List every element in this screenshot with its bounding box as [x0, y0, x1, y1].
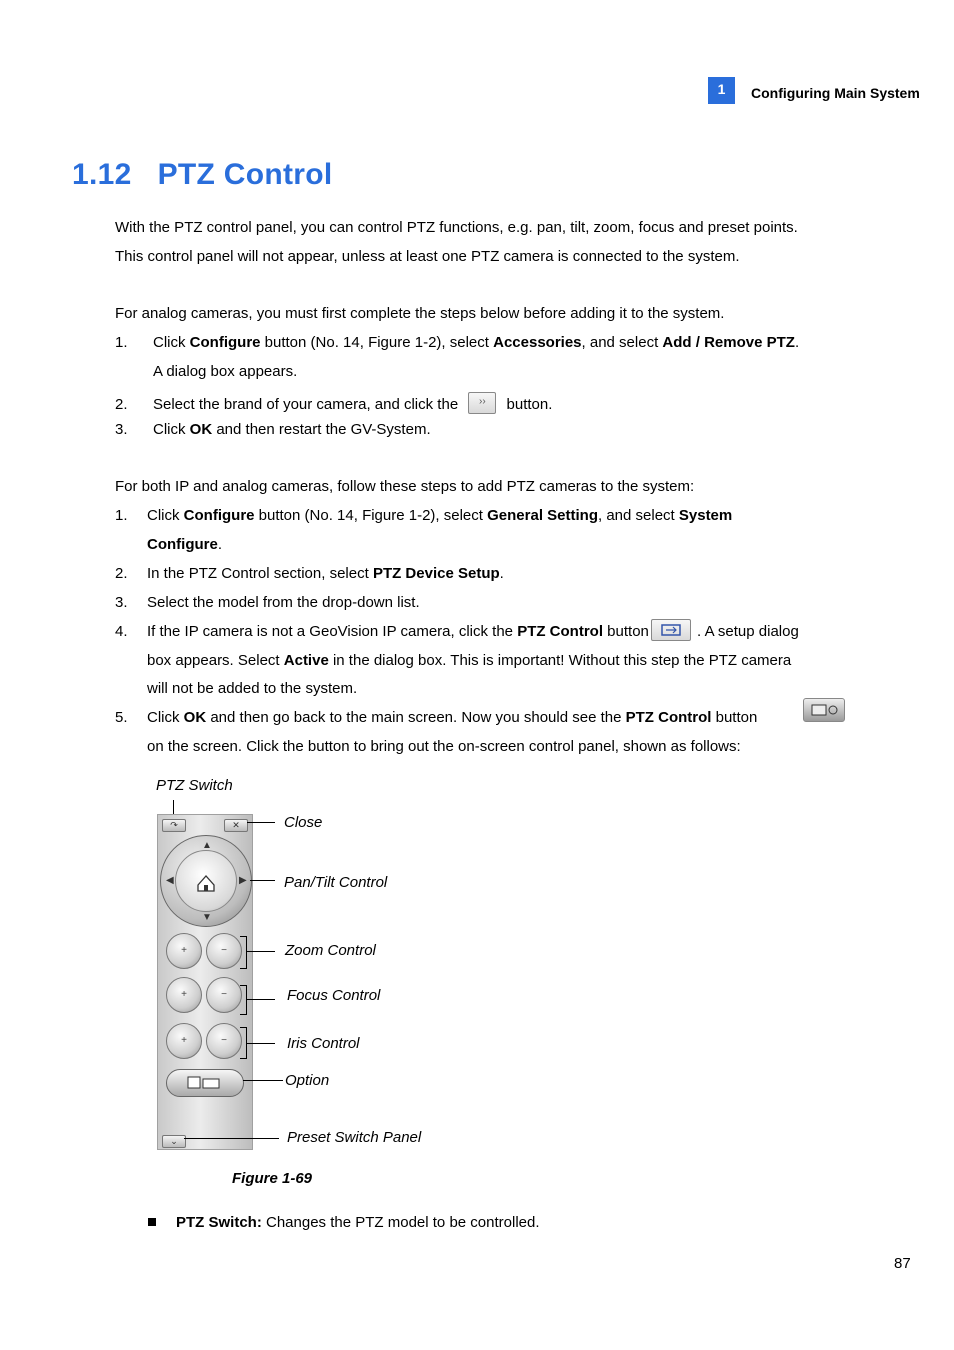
callout-option: Option [285, 1072, 330, 1089]
section-name: PTZ Control [157, 158, 333, 191]
zoom-out-button[interactable]: − [206, 933, 242, 969]
both-step-4-line3: will not be added to the system. [147, 680, 358, 697]
pan-tilt-control[interactable] [160, 835, 252, 927]
page-number: 87 [894, 1255, 911, 1272]
analog-step-1-line2: A dialog box appears. [153, 363, 298, 380]
zoom-in-button[interactable]: + [166, 933, 202, 969]
callout-pan-tilt: Pan/Tilt Control [284, 874, 388, 891]
left-arrow-icon[interactable]: ◀ [166, 875, 174, 886]
iris-close-button[interactable]: − [206, 1023, 242, 1059]
analog-step-3: Click OK and then restart the GV-System. [153, 421, 431, 438]
chapter-title: Configuring Main System [751, 85, 920, 101]
both-step-2: In the PTZ Control section, select PTZ Device Setup. [147, 565, 504, 582]
ptz-control-button-icon-2 [803, 698, 845, 722]
callout-close: Close [284, 814, 323, 831]
analog-step-1-num: 1. [115, 334, 128, 351]
callout-focus: Focus Control [287, 987, 381, 1004]
callout-line-pan-tilt [250, 880, 275, 881]
callout-zoom: Zoom Control [285, 942, 376, 959]
both-step-3-num: 3. [115, 594, 128, 611]
chapter-badge: 1 [708, 77, 735, 104]
ptz-switch-button[interactable]: ↷ [162, 819, 186, 832]
both-step-4-line2: box appears. Select Active in the dialog box. This is important! Without this step the PTZ camera [147, 652, 792, 669]
home-button[interactable] [175, 850, 237, 912]
figure-caption: Figure 1-69 [232, 1170, 313, 1187]
bracket-iris [240, 1027, 247, 1059]
iris-open-button[interactable]: + [166, 1023, 202, 1059]
callout-line-focus [247, 999, 275, 1000]
section-title [72, 158, 333, 192]
both-lead: For both IP and analog cameras, follow these steps to add PTZ cameras to the system: [115, 478, 695, 495]
both-step-1-line2: Configure. [147, 536, 222, 553]
more-button-icon: ›› [468, 392, 496, 414]
both-step-1-num: 1. [115, 507, 128, 524]
both-step-4-num: 4. [115, 623, 128, 640]
option-button[interactable] [166, 1069, 244, 1097]
intro-line-2: This control panel will not appear, unless at least one PTZ camera is connected to the system. [115, 248, 740, 265]
bullet-square-icon [148, 1218, 156, 1226]
intro-line-1: With the PTZ control panel, you can control PTZ functions, e.g. pan, tilt, zoom, focus and preset points. [115, 219, 798, 236]
ptz-control-panel [157, 814, 253, 1150]
both-step-5-num: 5. [115, 709, 128, 726]
bracket-focus [240, 985, 247, 1015]
analog-step-3-num: 3. [115, 421, 128, 438]
both-step-5-line2: on the screen. Click the button to bring out the on-screen control panel, shown as follows: [147, 738, 741, 755]
up-arrow-icon[interactable]: ▲ [202, 840, 212, 851]
down-arrow-icon[interactable]: ▼ [202, 912, 212, 923]
focus-near-button[interactable]: + [166, 977, 202, 1013]
both-step-5: Click OK and then go back to the main screen. Now you should see the PTZ Control button [147, 709, 758, 726]
both-step-2-num: 2. [115, 565, 128, 582]
callout-preset: Preset Switch Panel [287, 1129, 422, 1146]
analog-step-2: Select the brand of your camera, and click the ›› button. [153, 390, 552, 419]
analog-step-2-num: 2. [115, 396, 128, 413]
both-step-1: Click Configure button (No. 14, Figure 1-2), select General Setting, and select System [147, 507, 733, 524]
analog-lead: For analog cameras, you must first complete the steps below before adding it to the system. [115, 305, 725, 322]
callout-line-preset [184, 1138, 279, 1139]
both-step-3: Select the model from the drop-down list. [147, 594, 420, 611]
preset-switch-button[interactable]: ⌄ [162, 1135, 186, 1148]
bullet-ptz-switch: PTZ Switch: Changes the PTZ model to be controlled. [176, 1214, 540, 1231]
section-number: 1.12 [72, 158, 132, 191]
callout-iris: Iris Control [287, 1035, 360, 1052]
callout-line-zoom [247, 951, 275, 952]
callout-line-option [243, 1080, 283, 1081]
close-button[interactable]: ✕ [224, 819, 248, 832]
ptz-control-button-icon [651, 619, 691, 641]
callout-line-iris [247, 1043, 275, 1044]
both-step-4: If the IP camera is not a GeoVision IP camera, click the PTZ Control button . A setup dialog [147, 617, 799, 646]
callout-ptz-switch: PTZ Switch [156, 777, 233, 794]
right-arrow-icon[interactable]: ▶ [239, 875, 247, 886]
bracket-zoom [240, 936, 247, 969]
callout-line-close [247, 822, 275, 823]
analog-step-1: Click Configure button (No. 14, Figure 1-2), select Accessories, and select Add / Remove PTZ. [153, 334, 800, 351]
focus-far-button[interactable]: − [206, 977, 242, 1013]
